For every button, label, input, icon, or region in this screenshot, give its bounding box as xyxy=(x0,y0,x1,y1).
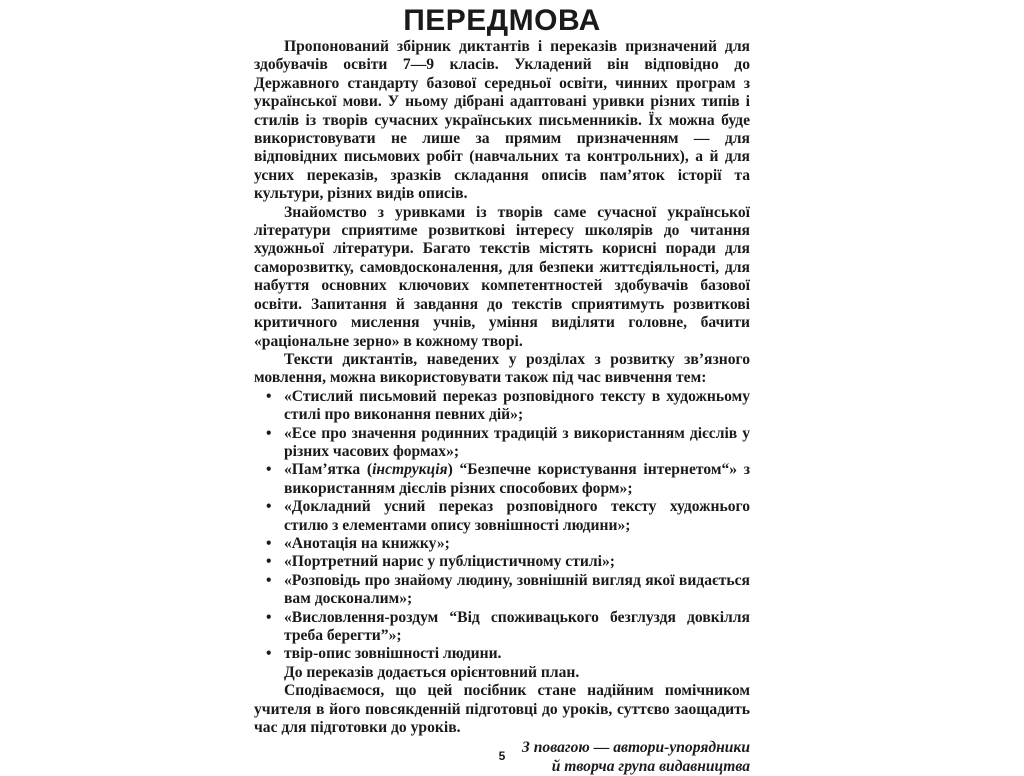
list-item-text: «Анотація на книжку»; xyxy=(284,534,450,552)
list-item-text: «Висловлення-роздум “Від споживацького безглуздя довкілля треба берегти”»; xyxy=(284,608,750,644)
page-title: ПЕРЕДМОВА xyxy=(403,4,601,37)
list-item-text: «Стислий письмовий переказ розповідного тексту в художньому стилі про виконання певних дій»; xyxy=(284,387,750,424)
list-item xyxy=(254,461,750,498)
list-item-text: «Докладний усний переказ розповідного тексту художнього стилю з елементами опису зовнішності людини»; xyxy=(284,498,750,534)
list-item-text: «Розповідь про знайому людину, зовнішній вигляд якої видається вам досконалим»; xyxy=(284,571,750,608)
paragraph-literature: Знайомство з уривками із творів саме сучасної української літератури сприятиме розвиткові інтересу школярів до читання художньої літератури. Багато текстів містять корисні поради для саморозвитку, самовдосконалення, для безпеки життєдіяльності, для набуття основних ключових компетентностей здобувачів базової освіти. Запитання й завдання до текстів сприятимуть розвиткові критичного мислення учнів, уміння виділяти головне, бачити «раціональне зерно» в кожному творі. xyxy=(254,203,750,350)
list-item-text-start: «Пам’ятка ( xyxy=(284,461,373,479)
signature-line-1: З повагою — автори-упорядники xyxy=(521,739,750,757)
bullet-icon: • xyxy=(266,461,272,479)
list-item xyxy=(254,609,750,646)
bullet-icon: • xyxy=(266,571,272,589)
list-item xyxy=(254,498,750,535)
list-item xyxy=(254,645,750,663)
list-item xyxy=(254,572,750,609)
preface-body xyxy=(254,38,750,776)
bullet-icon: • xyxy=(266,498,272,516)
list-item-text: твір-опис зовнішності людини. xyxy=(284,645,502,663)
topics-list xyxy=(254,388,750,664)
bullet-icon: • xyxy=(266,645,272,663)
signature-line-2: й творча група видавництва xyxy=(551,757,750,775)
page-number: 5 xyxy=(498,749,506,763)
list-item-text-end: ) “Безпечне користування інтернетом“» з використанням дієслів різних способових форм»; xyxy=(284,461,750,497)
bullet-icon: • xyxy=(266,424,272,442)
list-item-text: «Портретний нарис у публіцистичному стилі»; xyxy=(284,553,615,571)
bullet-icon: • xyxy=(266,608,272,626)
bullet-icon: • xyxy=(266,553,272,571)
paragraph-topics-intro: Тексти диктантів, наведених у розділах з розвитку зв’язного мовлення, можна використовувати також під час вивчення тем: xyxy=(254,350,750,387)
paragraph-closing: Сподіваємося, що цей посібник стане надійним помічником учителя в його повсякденній підготовці до уроків, суттєво заощадить час для підготовки до уроків. xyxy=(254,682,750,737)
list-item xyxy=(254,553,750,571)
bullet-icon: • xyxy=(266,387,272,405)
list-item-text: «Есе про значення родинних традицій з використанням дієслів у різних часових формах»; xyxy=(284,424,750,460)
list-item xyxy=(254,388,750,425)
list-item xyxy=(254,425,750,462)
paragraph-plan: До переказів додається орієнтовний план. xyxy=(284,663,580,681)
list-item xyxy=(254,535,750,553)
list-item-text-italic: інструкція xyxy=(372,461,448,479)
paragraph-intro: Пропонований збірник диктантів і переказів призначений для здобувачів освіти 7—9 класів. Укладений він відповідно до Державного стандарту базової середньої освіти, чинних програм з української мови. У ньому дібрані адаптовані уривки різних типів і стилів із творів сучасних українських письменників. Їх можна буде використовувати не лише за прямим призначенням — для відповідних письмових робіт (навчальних та контрольних), а й для усних переказів, зразків складання описів пам’яток історії та культури, різних видів описів. xyxy=(254,38,750,203)
bullet-icon: • xyxy=(266,534,272,552)
